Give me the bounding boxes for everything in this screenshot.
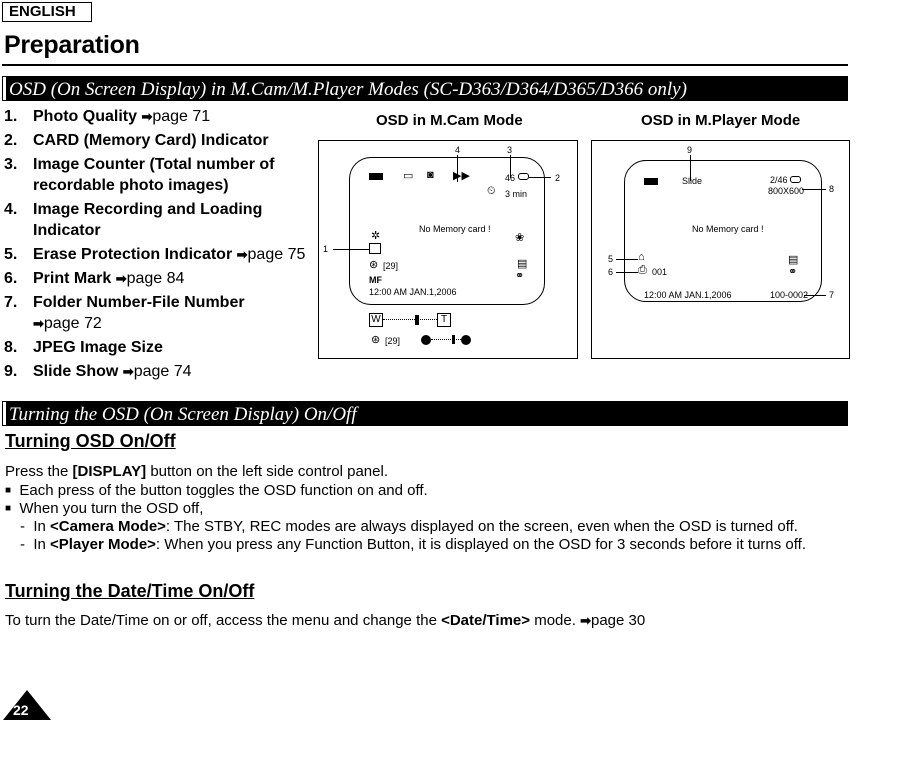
camera-icon: ◙ [427, 169, 434, 181]
page-arrow-icon: ➡ [115, 271, 127, 286]
camera-mode-label: <Camera Mode> [50, 518, 166, 535]
list-item [4, 244, 309, 265]
item-text: Image Recording and Loading Indicator [33, 201, 263, 239]
zoom-track [383, 319, 437, 321]
flash-count: [29] [383, 261, 399, 271]
zoom-position-marker [415, 315, 419, 325]
callout-7: 7 [829, 290, 835, 300]
image-counter: 46 [505, 173, 516, 183]
print-mark-icon: ⎙ [638, 264, 647, 276]
heading-date-time-on-off: Turning the Date/Time On/Off [5, 581, 255, 601]
press-display-paragraph [5, 463, 388, 480]
datetime: 12:00 AM JAN.1,2006 [644, 290, 732, 300]
text: mode. [530, 612, 576, 629]
memory-card-icon [518, 173, 529, 180]
flash-icon-bottom: ⊛ [371, 334, 381, 346]
text: : The STBY, REC modes are always displayed on the screen, even when the OSD is turned off. [165, 518, 798, 535]
sub-item-camera-mode: - In <Camera Mode>: The STBY, REC modes are always displayed on the screen, even when the OSD is turned off. [20, 518, 798, 535]
recording-indicator-icon: ▶▶ [453, 170, 470, 182]
section-bar-text: OSD (On Screen Display) in M.Cam/M.Player Modes (SC-D363/D364/D365/D366 only) [9, 79, 687, 100]
player-mode-label: <Player Mode> [50, 536, 156, 553]
protect-icon: ⌂ [638, 251, 645, 263]
bullet-text: When you turn the OSD off, [19, 500, 204, 517]
osd-item-list [4, 106, 309, 385]
mcam-osd-diagram [318, 140, 578, 359]
callout-1: 1 [323, 244, 329, 254]
page-arrow-icon: ➡ [33, 316, 44, 331]
slide-show-label: Slide [682, 176, 703, 186]
item-number: 4. [4, 201, 18, 218]
print-count: 001 [652, 267, 668, 277]
program-ae-icon: ⚭ [515, 270, 525, 282]
bar-edge [3, 77, 6, 100]
item-page: page 75 [247, 246, 306, 263]
photo-quality-icon [369, 243, 381, 254]
item-number: 2. [4, 132, 18, 149]
bullet-item [5, 482, 428, 499]
mplayer-diagram-title: OSD in M.Player Mode [641, 112, 801, 129]
page-number: 22 [13, 702, 29, 718]
item-text: JPEG Image Size [33, 339, 163, 356]
page-arrow-icon: ➡ [141, 109, 153, 124]
scene-icon: ❀ [515, 232, 525, 244]
item-number: 6. [4, 270, 18, 287]
card-icon: ▭ [403, 170, 414, 182]
bullet-item [5, 500, 203, 517]
zoom-wide-label: W [369, 313, 383, 327]
item-page: page 71 [152, 108, 211, 125]
bar-edge [3, 402, 6, 425]
item-text: Print Mark [33, 270, 112, 287]
exposure-minus-icon [421, 335, 431, 345]
title-rule [2, 64, 848, 66]
heading-osd-on-off: Turning OSD On/Off [5, 431, 176, 451]
date-time-label: <Date/Time> [441, 612, 531, 629]
page-title: Preparation [4, 31, 140, 59]
section-bar-text: Turning the OSD (On Screen Display) On/Off [9, 404, 357, 425]
item-text: Image Counter (Total number of recordable photo images) [33, 156, 275, 194]
language-tab: ENGLISH [2, 2, 92, 22]
no-memory-message: No Memory card ! [692, 224, 764, 234]
item-text: Slide Show [33, 363, 119, 380]
zoom-tele-label: T [437, 313, 451, 327]
text: In [33, 518, 51, 535]
bottom-count: [29] [385, 336, 401, 346]
list-item [4, 154, 278, 196]
page-reference: page 30 [590, 612, 646, 629]
callout-6: 6 [608, 267, 614, 277]
callout-8: 8 [829, 184, 835, 194]
white-balance-icon: ✲ [371, 230, 381, 242]
list-item [4, 199, 273, 241]
section-bar-osd-modes [2, 76, 848, 101]
bullet-text: Each press of the button toggles the OSD function on and off. [19, 482, 428, 499]
no-memory-message: No Memory card ! [419, 224, 491, 234]
datetime: 12:00 AM JAN.1,2006 [369, 287, 457, 297]
shutter-icon: ▤ [788, 254, 799, 266]
sub-item-player-mode: - In <Player Mode>: When you press any Function Button, it is displayed on the OSD for 3 seconds before it turns off. [20, 536, 806, 553]
item-page: page 74 [133, 363, 192, 380]
callout-line-2 [529, 177, 551, 178]
callout-4: 4 [455, 145, 461, 155]
list-item [4, 106, 309, 127]
exposure-plus-icon [461, 335, 471, 345]
date-time-paragraph [5, 612, 645, 629]
callout-2: 2 [555, 173, 561, 183]
mcam-diagram-title: OSD in M.Cam Mode [376, 112, 523, 129]
item-text: CARD (Memory Card) Indicator [33, 132, 269, 149]
item-number: 5. [4, 246, 18, 263]
time-remaining: 3 min [505, 189, 528, 199]
callout-5: 5 [608, 254, 614, 264]
exposure-track [431, 339, 461, 341]
folder-file-number: 100-0002 [770, 290, 809, 300]
item-number: 9. [4, 363, 18, 380]
list-item [4, 337, 309, 358]
section-bar-osd-toggle [2, 401, 848, 426]
text: button on the left side control panel. [146, 463, 388, 480]
item-number: 1. [4, 108, 18, 125]
item-page: page 72 [43, 315, 102, 332]
page-arrow-icon: ➡ [580, 613, 591, 628]
item-page: page 84 [126, 270, 185, 287]
bullet-square-icon: ■ [5, 503, 12, 514]
image-counter: 2/46 [770, 175, 788, 185]
mplayer-osd-diagram [591, 140, 850, 359]
item-number: 7. [4, 294, 18, 311]
image-size: 800X600 [768, 186, 805, 196]
text: To turn the Date/Time on or off, access the menu and change the [5, 612, 442, 629]
list-item [4, 130, 309, 151]
item-text: Photo Quality [33, 108, 137, 125]
text: Press the [5, 463, 73, 480]
memory-card-icon [790, 176, 801, 183]
list-item [4, 268, 309, 289]
callout-line-6 [616, 272, 638, 273]
list-item [4, 292, 309, 334]
list-item [4, 361, 309, 382]
item-number: 3. [4, 156, 18, 173]
battery-icon [644, 178, 658, 185]
focus-mode: MF [369, 275, 382, 285]
item-number: 8. [4, 339, 18, 356]
callout-3: 3 [507, 145, 513, 155]
flash-icon: ⊛ [369, 259, 379, 271]
callout-9: 9 [687, 145, 693, 155]
callout-line-5 [616, 259, 638, 260]
page-arrow-icon: ➡ [122, 364, 134, 379]
exposure-marker [452, 335, 455, 344]
clock-icon: ⏲ [487, 185, 496, 197]
display-button-label: [DISPLAY] [72, 463, 147, 480]
text: : When you press any Function Button, it is displayed on the OSD for 3 seconds before it turns off. [155, 536, 806, 553]
shutter-icon: ▤ [517, 258, 528, 270]
item-text: Folder Number-File Number [33, 294, 245, 311]
text: In [33, 536, 51, 553]
battery-icon [369, 173, 383, 180]
program-ae-icon: ⚭ [788, 266, 798, 278]
page-arrow-icon: ➡ [236, 247, 248, 262]
callout-line-1 [333, 249, 369, 250]
bullet-square-icon: ■ [5, 485, 12, 496]
callout-line-8 [802, 189, 826, 190]
item-text: Erase Protection Indicator [33, 246, 233, 263]
